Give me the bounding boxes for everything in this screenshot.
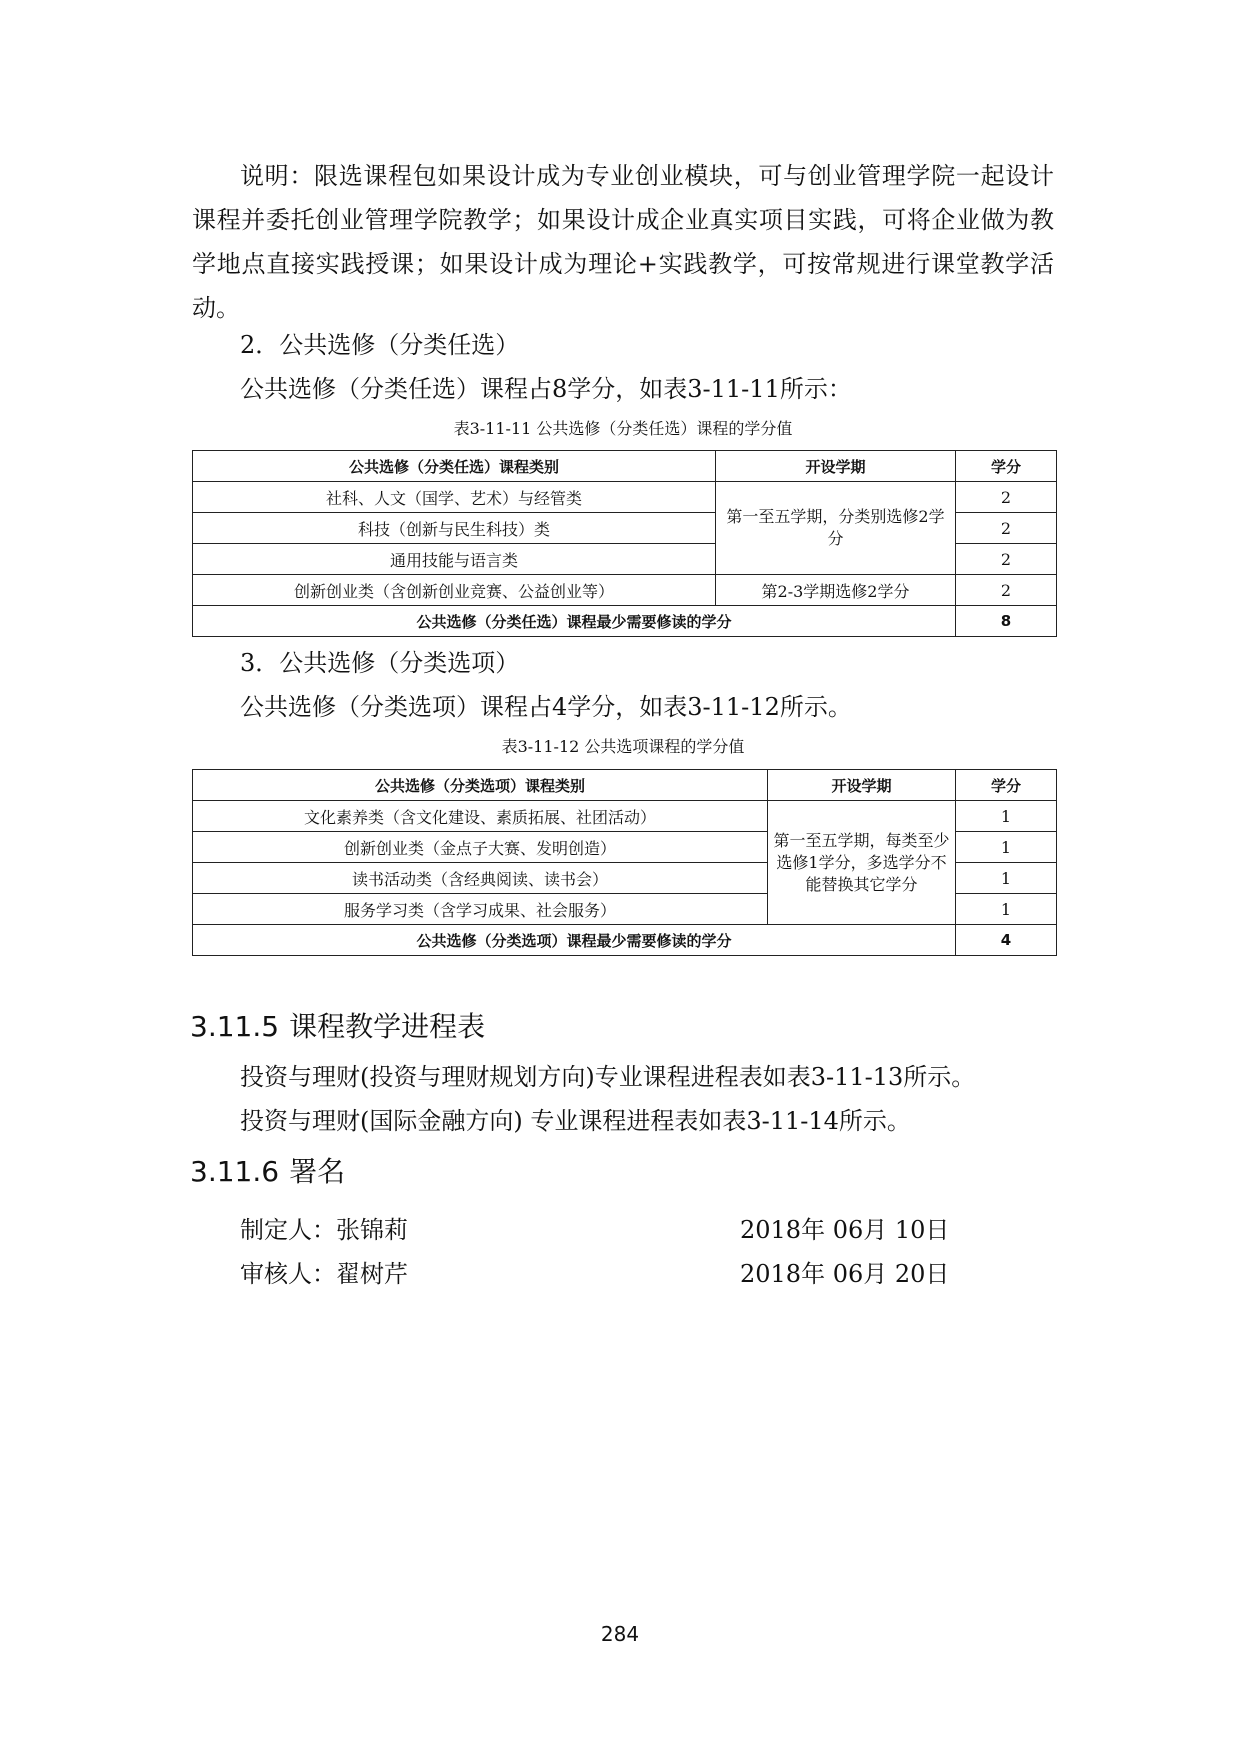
table-3-11-12 <box>192 769 1057 956</box>
credit-cell: 2 <box>956 482 1057 513</box>
category-cell: 通用技能与语言类 <box>193 544 716 575</box>
semester-cell: 第2-3学期选修2学分 <box>716 575 956 606</box>
section-number: 3.11.5 <box>190 1010 280 1043</box>
section-title: 署名 <box>289 1155 346 1188</box>
table-header-row <box>193 451 1057 482</box>
section-3-11-6-heading <box>190 1150 345 1190</box>
semester-cell: 第一至五学期，每类至少选修1学分，多选学分不能替换其它学分 <box>768 801 956 925</box>
credit-cell: 1 <box>956 863 1057 894</box>
page-number: 284 <box>600 1622 640 1646</box>
header-semester: 开设学期 <box>716 451 956 482</box>
semester-cell: 第一至五学期，分类别选修2学分 <box>716 482 956 575</box>
total-label: 公共选修（分类任选）课程最少需要修读的学分 <box>193 606 956 637</box>
category-cell: 文化素养类（含文化建设、素质拓展、社团活动） <box>193 801 768 832</box>
table-header-row <box>193 770 1057 801</box>
credit-cell: 1 <box>956 832 1057 863</box>
total-label: 公共选修（分类选项）课程最少需要修读的学分 <box>193 925 956 956</box>
category-cell: 读书活动类（含经典阅读、读书会） <box>193 863 768 894</box>
total-credit: 4 <box>956 925 1057 956</box>
category-cell: 科技（创新与民生科技）类 <box>193 513 716 544</box>
table-total-row <box>193 606 1057 637</box>
schedule-line-2: 投资与理财(国际金融方向) 专业课程进程表如表3-11-14所示。 <box>240 1107 911 1135</box>
section-3-11-5-heading <box>190 1005 485 1045</box>
section-2-heading: 2．公共选修（分类任选） <box>240 331 520 359</box>
total-credit: 8 <box>956 606 1057 637</box>
section-3-heading: 3．公共选修（分类选项） <box>240 649 520 677</box>
category-cell: 创新创业类（含创新创业竞赛、公益创业等） <box>193 575 716 606</box>
credit-cell: 2 <box>956 544 1057 575</box>
credit-cell: 1 <box>956 801 1057 832</box>
section-title: 课程教学进程表 <box>289 1010 486 1043</box>
table-row <box>193 575 1057 606</box>
table-total-row <box>193 925 1057 956</box>
category-cell: 社科、人文（国学、艺术）与经管类 <box>193 482 716 513</box>
maker-date: 2018年 06月 10日 <box>740 1216 950 1244</box>
credit-cell: 2 <box>956 575 1057 606</box>
header-credit: 学分 <box>956 770 1057 801</box>
table-3-11-11 <box>192 450 1057 637</box>
reviewer-signature: 审核人：翟树芹 <box>240 1260 408 1288</box>
header-category: 公共选修（分类任选）课程类别 <box>193 451 716 482</box>
category-cell: 服务学习类（含学习成果、社会服务） <box>193 894 768 925</box>
reviewer-date: 2018年 06月 20日 <box>740 1260 950 1288</box>
section-2-intro: 公共选修（分类任选）课程占8学分，如表3-11-11所示： <box>240 375 852 403</box>
table-3-11-11-caption: 表3-11-11 公共选修（分类任选）课程的学分值 <box>453 419 793 438</box>
table-row <box>193 482 1057 513</box>
maker-signature: 制定人：张锦莉 <box>240 1216 408 1244</box>
header-credit: 学分 <box>956 451 1057 482</box>
note-paragraph: 说明：限选课程包如果设计成为专业创业模块，可与创业管理学院一起设计课程并委托创业管理学院教学；如果设计成企业真实项目实践，可将企业做为教学地点直接实践授课；如果设计成为理论+实践教学，可按常规进行课堂教学活动。 <box>192 162 1054 322</box>
header-semester: 开设学期 <box>768 770 956 801</box>
category-cell: 创新创业类（金点子大赛、发明创造） <box>193 832 768 863</box>
section-3-intro: 公共选修（分类选项）课程占4学分，如表3-11-12所示。 <box>240 693 852 721</box>
table-3-11-12-caption: 表3-11-12 公共选项课程的学分值 <box>501 737 745 756</box>
table-row <box>193 801 1057 832</box>
schedule-line-1: 投资与理财(投资与理财规划方向)专业课程进程表如表3-11-13所示。 <box>240 1063 976 1091</box>
credit-cell: 2 <box>956 513 1057 544</box>
section-number: 3.11.6 <box>190 1155 280 1188</box>
credit-cell: 1 <box>956 894 1057 925</box>
header-category: 公共选修（分类选项）课程类别 <box>193 770 768 801</box>
